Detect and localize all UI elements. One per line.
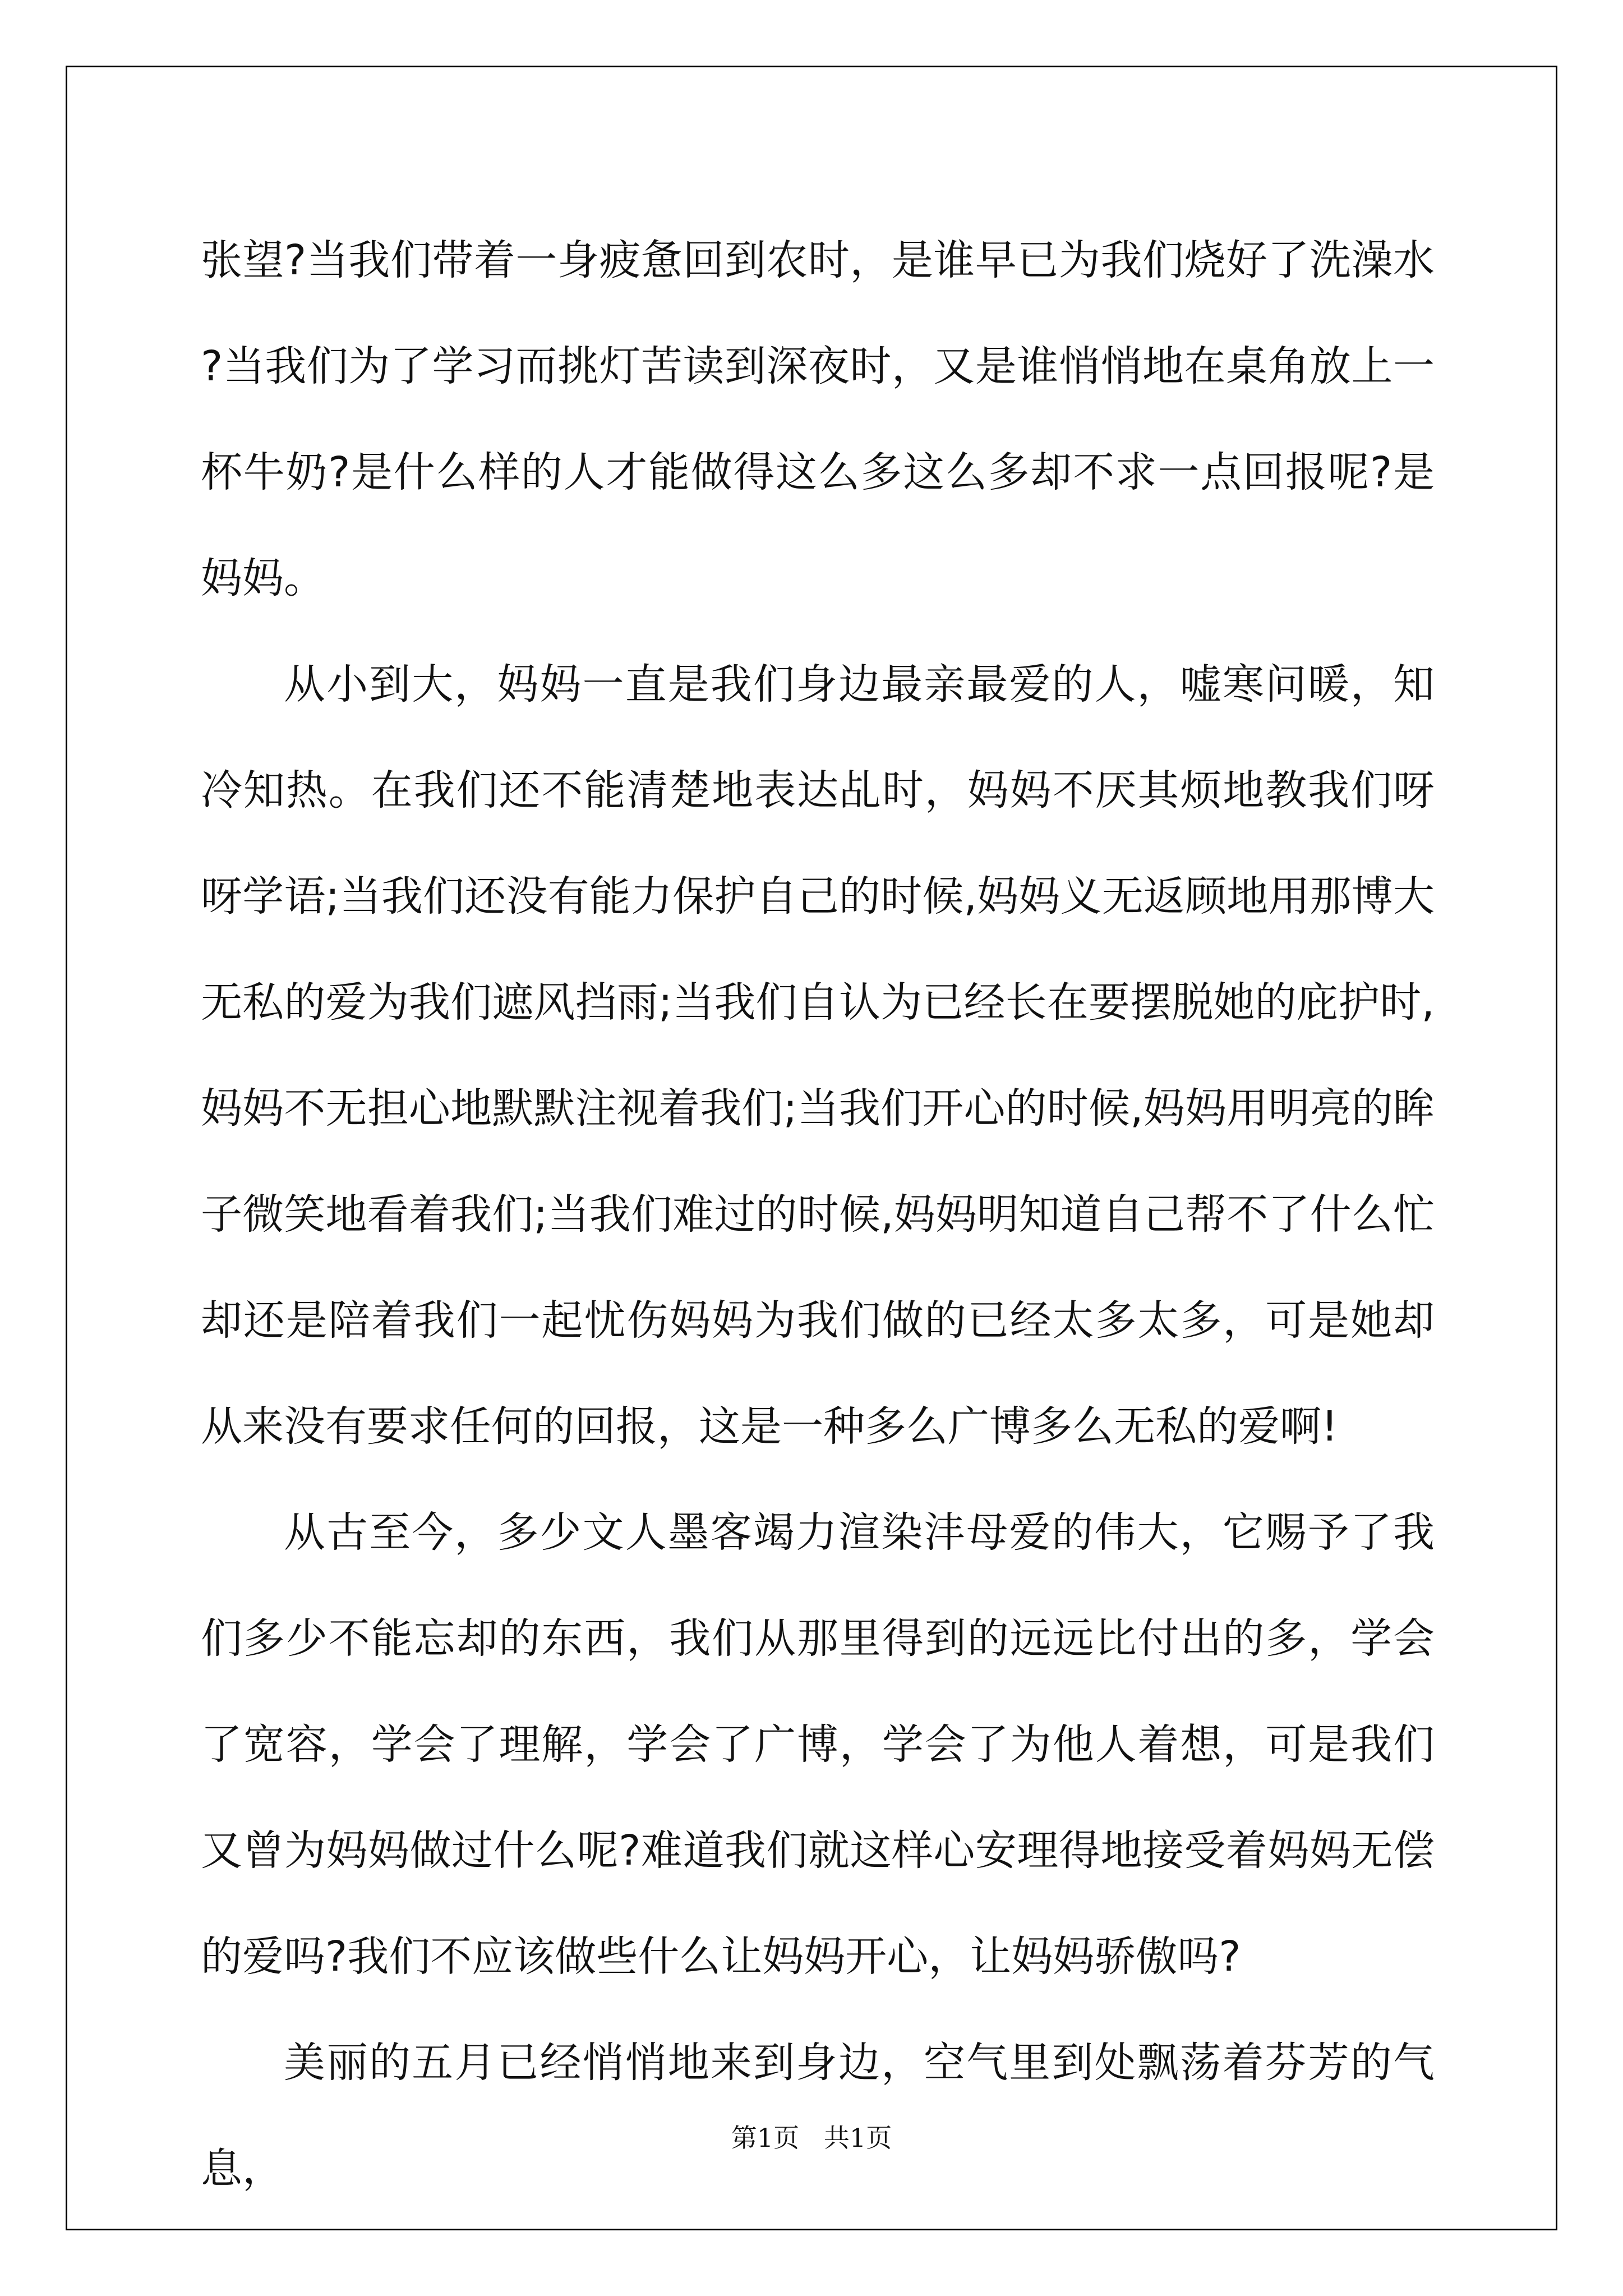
page-footer: 第1页 共1页 [731,2123,892,2153]
paragraph-1: 张望?当我们带着一身疲惫回到农时，是谁早已为我们烧好了洗澡水?当我们为了学习而挑灯苦读到深夜时，又是谁悄悄地在桌角放上一杯牛奶?是什么样的人才能做得这么多这么多却不求一点回报呢?是妈妈。 [201,236,1435,602]
paragraph-2: 从小到大，妈妈一直是我们身边最亲最爱的人，嘘寒问暖，知冷知热。在我们还不能清楚地表达乩时，妈妈不厌其烦地教我们呀呀学语;当我们还没有能力保护自己的时候,妈妈义无返顾地用那博大无私的爱为我们遮风挡雨;当我们自认为已经长在要摆脱她的庇护时,妈妈不无担心地默默注视着我们;当我们开心的时候,妈妈用明亮的眸子微笑地看着我们;当我们难过的时候,妈妈明知道自己帮不了什么忙却还是陪着我们一起忧伤妈妈为我们做的已经太多太多，可是她却从来没有要求任何的回报，这是一种多么广博多么无私的爱啊! [201,660,1435,1451]
paragraph-3: 从古至今，多少文人墨客竭力渲染沣母爱的伟大，它赐予了我们多少不能忘却的东西，我们从那里得到的远远比付出的多，学会了宽容，学会了理解，学会了广博，学会了为他人着想，可是我们又曾为妈妈做过什么呢?难道我们就这样心安理得地接受着妈妈无偿的爱吗?我们不应该做些什么让妈妈开心，让妈妈骄傲吗? [201,1508,1435,1981]
document-body [201,208,1435,2222]
paragraph-4: 美丽的五月已经悄悄地来到身边，空气里到处飘荡着芬芳的气息， [201,2039,1435,2193]
